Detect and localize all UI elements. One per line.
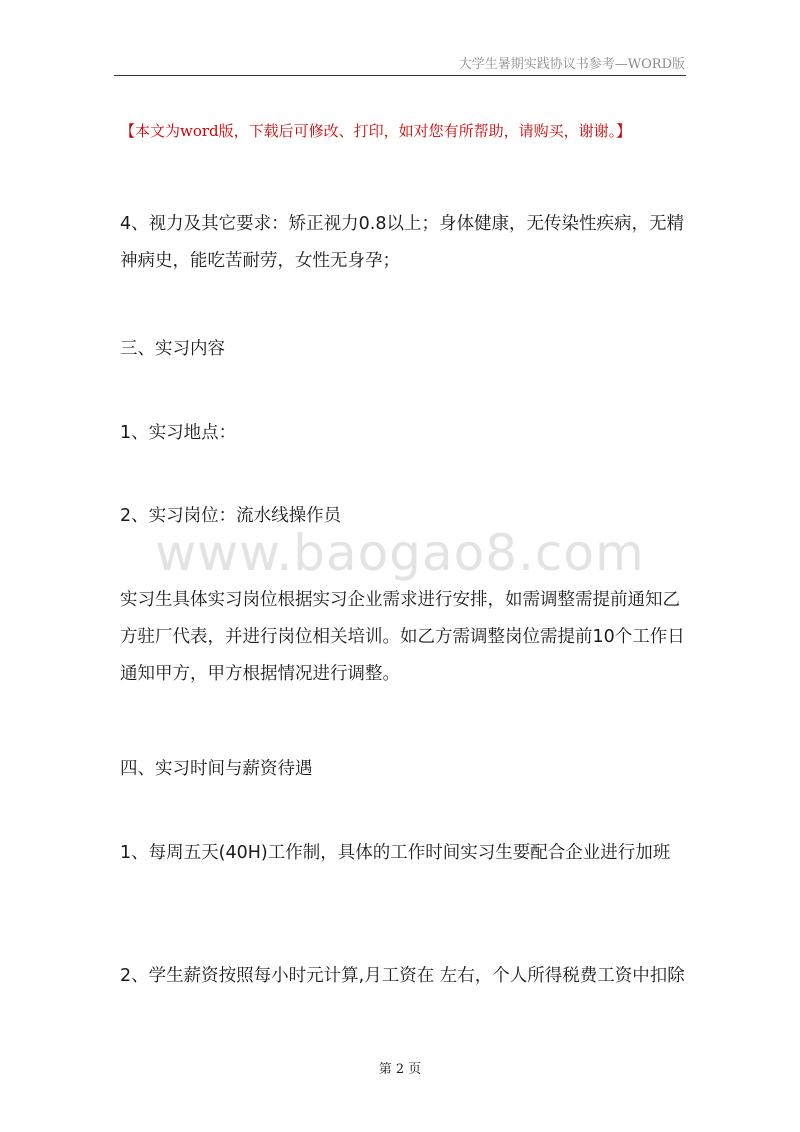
paragraph-salary: 2、学生薪资按照每小时元计算,月工资在 左右，个人所得税费工资中扣除 <box>120 966 685 986</box>
paragraph-position-arrangement: 实习生具体实习岗位根据实习企业需求进行安排，如需调整需提前通知乙方驻厂代表，并进行岗位相关培训。如乙方需调整岗位需提前10个工作日通知甲方，甲方根据情况进行调整。 <box>120 590 685 684</box>
watermark-text: www.baogao8.com <box>155 524 645 582</box>
paragraph-internship-position: 2、实习岗位：流水线操作员 <box>120 506 342 526</box>
purchase-notice: 【本文为word版，下载后可修改、打印，如对您有所帮助，请购买，谢谢。】 <box>120 122 632 140</box>
paragraph-internship-location: 1、实习地点： <box>120 423 237 443</box>
paragraph-vision-requirements: 4、视力及其它要求：矫正视力0.8以上；身体健康，无传染性疾病，无精神病史，能吃苦耐劳，女性无身孕； <box>120 214 684 271</box>
paragraph-work-schedule: 1、每周五天(40H)工作制，具体的工作时间实习生要配合企业进行加班 <box>120 843 671 863</box>
section-heading-time-and-salary: 四、实习时间与薪资待遇 <box>120 759 313 779</box>
page-number: 第 2 页 <box>378 1062 422 1077</box>
section-heading-internship-content: 三、实习内容 <box>120 339 225 359</box>
header-divider <box>114 75 686 76</box>
running-header: 大学生暑期实践协议书参考—WORD版 <box>458 57 685 72</box>
